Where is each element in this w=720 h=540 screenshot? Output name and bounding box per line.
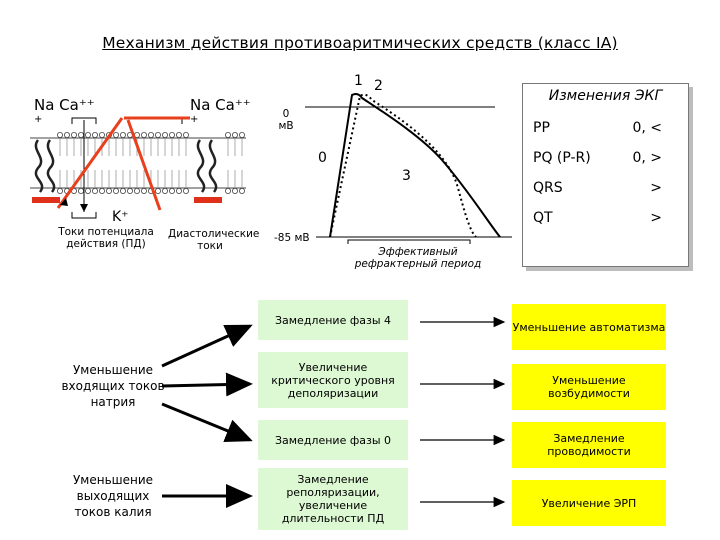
plus-left: + [34,114,43,125]
left-cause-sodium: Уменьшение входящих токов натрия [61,363,165,409]
ekg-row-value: 0, > [632,150,662,166]
minus85-label: -85 мВ [274,232,310,244]
right-result-box: Уменьшение автоматизма [512,304,666,350]
ekg-row-name: PQ (P-R) [533,150,591,166]
refractory-label: Эффективный рефрактерный период [354,246,482,270]
middle-effect-box: Замедление фазы 0 [258,420,408,460]
phase3-label: 3 [402,168,411,184]
right-ions-label: Na Ca⁺⁺ [190,96,251,114]
left-ions-label: Na Ca⁺⁺ [34,96,95,114]
page-title: Механизм действия противоаритмических средств (класс IA) [102,34,618,52]
ekg-row-name: PP [533,120,550,136]
middle-effect-box: Замедление реполяризации, увеличение длительности ПД [258,468,408,530]
k-label: K⁺ [112,209,129,225]
plus-right: + [190,114,199,125]
right-result-box: Замедление проводимости [512,422,666,468]
phase1-label: 1 [354,73,363,89]
phase0-label: 0 [318,150,327,166]
right-result-box: Уменьшение возбудимости [512,364,666,410]
ekg-row-name: QT [533,210,553,226]
right-result-box: Увеличение ЭРП [512,480,666,526]
ekg-row-value: > [650,180,662,196]
ap-currents-label: Токи потенциала действия (ПД) [58,226,154,250]
phase2-label: 2 [374,78,383,94]
middle-effect-box: Замедление фазы 4 [258,300,408,340]
middle-effect-box: Увеличение критического уровня деполяризации [258,352,408,408]
left-cause-potassium: Уменьшение выходящих токов калия [72,473,154,519]
zero-mv-label: 0 мВ [278,108,294,132]
diastolic-currents-label: Диастолические токи [168,228,260,252]
ekg-row-name: QRS [533,180,563,196]
ekg-title: Изменения ЭКГ [548,88,663,104]
ekg-row-value: 0, < [632,120,662,136]
ekg-row-value: > [650,210,662,226]
